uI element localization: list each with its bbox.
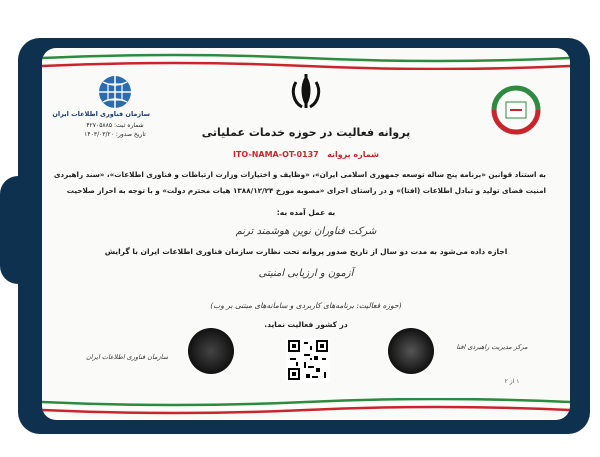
body-paragraph-3: به عمل آمده به: — [276, 208, 336, 217]
body-paragraph-5: در کشور فعالیت نماید. — [264, 320, 348, 329]
license-number-row — [42, 150, 570, 159]
signature-right-caption: مرکز مدیریت راهبردی افتا — [456, 343, 528, 351]
issue-date-label: تاریخ صدور: — [115, 131, 146, 138]
certificate-title: پروانه فعالیت در حوزه خدمات عملیاتی — [201, 126, 411, 139]
org-name: سازمان فناوری اطلاعات ایران — [52, 110, 150, 118]
cert-number-label: شماره ثبت: — [114, 122, 144, 129]
license-label: شماره پروانه — [327, 150, 379, 159]
body-paragraph-2: امنیت فضای تولید و تبادل اطلاعات (افتا)» و در راستای اجرای «مصوبه مورخ ۱۳۸۸/۱۲/۲۴ هیات محترم دولت» و با توجه به احراز صلاحیت — [66, 186, 546, 195]
activity-scope: (حوزه فعالیت: برنامه‌های کاربردی و سامانه‌های مبتنی بر وب) — [210, 301, 402, 310]
specialty: آزمون و ارزیابی امنیتی — [258, 268, 354, 279]
national-emblem-icon — [286, 72, 326, 112]
page-mark: ۱ از ۲ — [504, 378, 520, 385]
cert-number-value: ۴۲۷۰۵۸۸۵ — [86, 122, 113, 129]
ito-globe-icon — [80, 74, 150, 110]
issue-date-value: ۱۴۰۳/۰۳/۲۰ — [84, 131, 114, 138]
seal-right — [388, 328, 434, 374]
bottom-flag-border — [42, 398, 570, 416]
signature-left-caption: سازمان فناوری اطلاعات ایران — [85, 353, 169, 361]
qr-code-icon — [286, 338, 330, 382]
body-paragraph-4: اجازه داده می‌شود به مدت دو سال از تاریخ صدور پروانه تحت نظارت سازمان فناوری اطلاعات ایران با گرایش — [104, 247, 508, 256]
license-number: ITO-NAMA-OT-0137 — [233, 150, 319, 159]
company-name: شرکت فناوران نوین هوشمند ترنم — [235, 226, 377, 237]
certificate-paper — [42, 48, 570, 420]
top-flag-border — [42, 52, 570, 70]
body-paragraph-1: به استناد قوانین «برنامه پنج ساله توسعه جمهوری اسلامی ایران»، «وظایف و اختیارات وزارت ارتباطات و فناوری اطلاعات»، «سند راهبردی — [53, 170, 546, 179]
seal-left — [188, 328, 234, 374]
